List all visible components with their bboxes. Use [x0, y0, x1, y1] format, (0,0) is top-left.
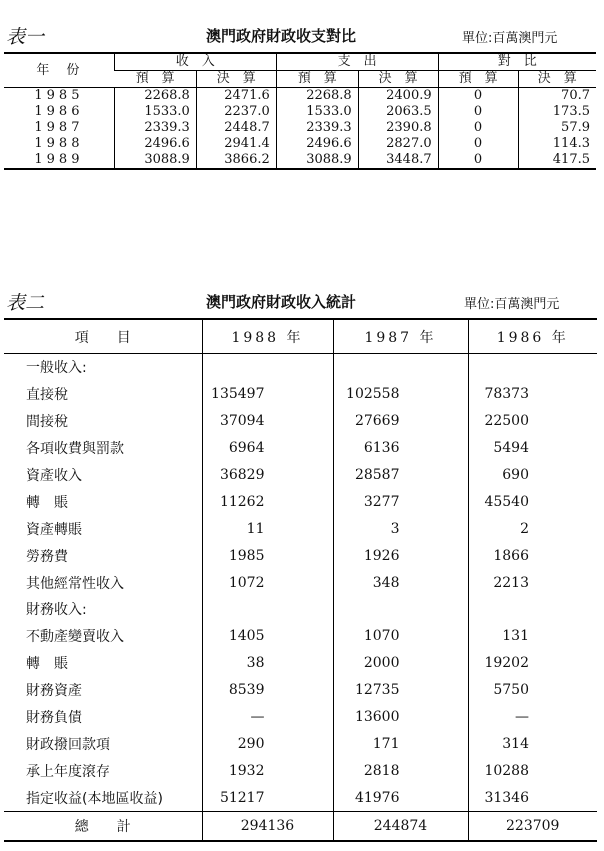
- year-header-1987: 1987 年: [333, 319, 468, 354]
- income-header: 收 入: [114, 53, 276, 71]
- item-cell: 資產收入: [26, 468, 82, 484]
- table1-label: 表一: [6, 26, 45, 48]
- item-cell: 各項收費與罰款: [26, 441, 124, 458]
- value-cell: 19202: [468, 650, 597, 677]
- table1-title: 澳門政府財政收支對比: [206, 27, 357, 45]
- value-cell: 11: [202, 515, 333, 542]
- value-cell: [333, 596, 468, 623]
- table-row: [4, 784, 597, 811]
- table-row: [4, 435, 597, 462]
- value-cell: [333, 354, 468, 381]
- table-header-row: [4, 319, 597, 354]
- table-row: [4, 596, 597, 623]
- value-cell: 3866.2: [196, 152, 276, 169]
- value-cell: 5494: [468, 435, 597, 462]
- table-row: [4, 730, 597, 757]
- fiscal-comparison-table: [4, 52, 596, 170]
- value-cell: 2400.9: [358, 88, 438, 105]
- value-cell: 1985: [202, 542, 333, 569]
- comparison-header: 對 比: [438, 53, 596, 71]
- value-cell: 1866: [468, 542, 597, 569]
- table2-unit: 單位:百萬澳門元: [464, 297, 560, 312]
- year-cell: 1989: [34, 152, 84, 167]
- value-cell: 690: [468, 462, 597, 489]
- value-cell: 417.5: [518, 152, 596, 169]
- value-cell: 1405: [202, 623, 333, 650]
- value-cell: 6964: [202, 435, 333, 462]
- value-cell: 2339.3: [276, 120, 358, 136]
- year-cell: 1986: [34, 104, 84, 119]
- value-cell: 131: [468, 623, 597, 650]
- table-row: [4, 515, 597, 542]
- subheader-budget: 預 算: [114, 71, 196, 88]
- value-cell: 2818: [333, 757, 468, 784]
- value-cell: 28587: [333, 462, 468, 489]
- value-cell: 2063.5: [358, 104, 438, 120]
- value-cell: 2390.8: [358, 120, 438, 136]
- item-cell: 財務收入:: [26, 602, 87, 619]
- value-cell: 2496.6: [114, 136, 196, 152]
- revenue-statistics-table: [4, 318, 597, 842]
- value-cell: 37094: [202, 408, 333, 435]
- value-cell: 36829: [202, 462, 333, 489]
- item-cell: 直接稅: [26, 387, 68, 404]
- value-cell: 171: [333, 730, 468, 757]
- value-cell: 0: [438, 88, 518, 105]
- value-cell: 1932: [202, 757, 333, 784]
- value-cell: 31346: [468, 784, 597, 811]
- year-header-1986: 1986 年: [468, 319, 597, 354]
- value-cell: 2339.3: [114, 120, 196, 136]
- total-row: [4, 812, 597, 842]
- value-cell: 2268.8: [276, 88, 358, 105]
- item-header: 項 目: [4, 319, 202, 354]
- year-header-1988: 1988 年: [202, 319, 333, 354]
- value-cell: 3448.7: [358, 152, 438, 169]
- value-cell: 5750: [468, 677, 597, 704]
- value-cell: [468, 596, 597, 623]
- value-cell: 57.9: [518, 120, 596, 136]
- value-cell: 8539: [202, 677, 333, 704]
- value-cell: 348: [333, 569, 468, 596]
- table-row: [4, 704, 597, 731]
- table-row: [4, 569, 597, 596]
- total-value: 223709: [468, 812, 597, 842]
- value-cell: —: [202, 704, 333, 731]
- value-cell: [202, 596, 333, 623]
- value-cell: 2471.6: [196, 88, 276, 105]
- total-label: 總 計: [4, 812, 202, 842]
- item-cell: 指定收益(本地區收益): [26, 790, 163, 807]
- year-cell: 1985: [34, 88, 84, 103]
- item-cell: 間接稅: [26, 414, 68, 431]
- subheader-actual: 決 算: [358, 71, 438, 88]
- value-cell: 314: [468, 730, 597, 757]
- subheader-actual: 決 算: [518, 71, 596, 88]
- year-cell: 1987: [34, 120, 84, 135]
- total-value: 244874: [333, 812, 468, 842]
- value-cell: 70.7: [518, 88, 596, 105]
- table-row: [4, 152, 596, 169]
- value-cell: —: [468, 704, 597, 731]
- table-row: [4, 354, 597, 381]
- item-cell: 財政撥回款項: [26, 736, 110, 753]
- value-cell: 41976: [333, 784, 468, 811]
- value-cell: 1070: [333, 623, 468, 650]
- year-cell: 1988: [34, 136, 84, 151]
- table2-label: 表二: [6, 292, 45, 314]
- table-row: [4, 462, 597, 489]
- table-row: [4, 408, 597, 435]
- value-cell: 114.3: [518, 136, 596, 152]
- table1-unit: 單位:百萬澳門元: [462, 31, 558, 46]
- value-cell: 6136: [333, 435, 468, 462]
- table-row: [4, 488, 597, 515]
- value-cell: 12735: [333, 677, 468, 704]
- item-cell: 資產轉賬: [26, 521, 82, 538]
- value-cell: 2827.0: [358, 136, 438, 152]
- value-cell: 10288: [468, 757, 597, 784]
- value-cell: 2268.8: [114, 88, 196, 105]
- item-cell: 不動產變賣收入: [26, 629, 124, 646]
- table-row: [4, 677, 597, 704]
- table-row: [4, 650, 597, 677]
- value-cell: 78373: [468, 381, 597, 408]
- value-cell: 3088.9: [276, 152, 358, 169]
- value-cell: 1926: [333, 542, 468, 569]
- item-cell: 財務資產: [26, 683, 82, 700]
- table-row: [4, 757, 597, 784]
- value-cell: 173.5: [518, 104, 596, 120]
- subheader-actual: 決 算: [196, 71, 276, 88]
- table-row: [4, 623, 597, 650]
- value-cell: 11262: [202, 488, 333, 515]
- value-cell: 0: [438, 104, 518, 120]
- item-cell: 一般收入:: [26, 360, 87, 377]
- year-header: 年 份: [4, 53, 114, 88]
- table-row: [4, 381, 597, 408]
- item-cell: 其他經常性收入: [26, 575, 124, 592]
- subheader-budget: 預 算: [276, 71, 358, 88]
- item-cell: 承上年度滾存: [26, 763, 110, 780]
- table-row: [4, 104, 596, 120]
- item-cell: 勞務費: [26, 548, 68, 565]
- value-cell: 2941.4: [196, 136, 276, 152]
- value-cell: 2448.7: [196, 120, 276, 136]
- value-cell: 3277: [333, 488, 468, 515]
- total-value: 294136: [202, 812, 333, 842]
- table-row: [4, 88, 596, 105]
- item-cell: 財務負債: [26, 710, 82, 727]
- value-cell: 1072: [202, 569, 333, 596]
- table2-title: 澳門政府財政收入統計: [206, 293, 357, 311]
- value-cell: 2: [468, 515, 597, 542]
- item-cell: 轉 賬: [26, 494, 68, 511]
- value-cell: 2237.0: [196, 104, 276, 120]
- value-cell: 27669: [333, 408, 468, 435]
- value-cell: 0: [438, 120, 518, 136]
- expenditure-header: 支 出: [276, 53, 438, 71]
- value-cell: [202, 354, 333, 381]
- table-header-row: [4, 53, 596, 71]
- value-cell: 1533.0: [114, 104, 196, 120]
- value-cell: 1533.0: [276, 104, 358, 120]
- table-row: [4, 136, 596, 152]
- subheader-budget: 預 算: [438, 71, 518, 88]
- value-cell: 38: [202, 650, 333, 677]
- item-cell: 轉 賬: [26, 656, 68, 673]
- value-cell: 102558: [333, 381, 468, 408]
- value-cell: [468, 354, 597, 381]
- value-cell: 3: [333, 515, 468, 542]
- value-cell: 45540: [468, 488, 597, 515]
- value-cell: 2496.6: [276, 136, 358, 152]
- value-cell: 290: [202, 730, 333, 757]
- table-row: [4, 120, 596, 136]
- value-cell: 2000: [333, 650, 468, 677]
- table-row: [4, 542, 597, 569]
- value-cell: 3088.9: [114, 152, 196, 169]
- value-cell: 0: [438, 136, 518, 152]
- value-cell: 51217: [202, 784, 333, 811]
- value-cell: 135497: [202, 381, 333, 408]
- value-cell: 13600: [333, 704, 468, 731]
- value-cell: 0: [438, 152, 518, 169]
- value-cell: 2213: [468, 569, 597, 596]
- value-cell: 22500: [468, 408, 597, 435]
